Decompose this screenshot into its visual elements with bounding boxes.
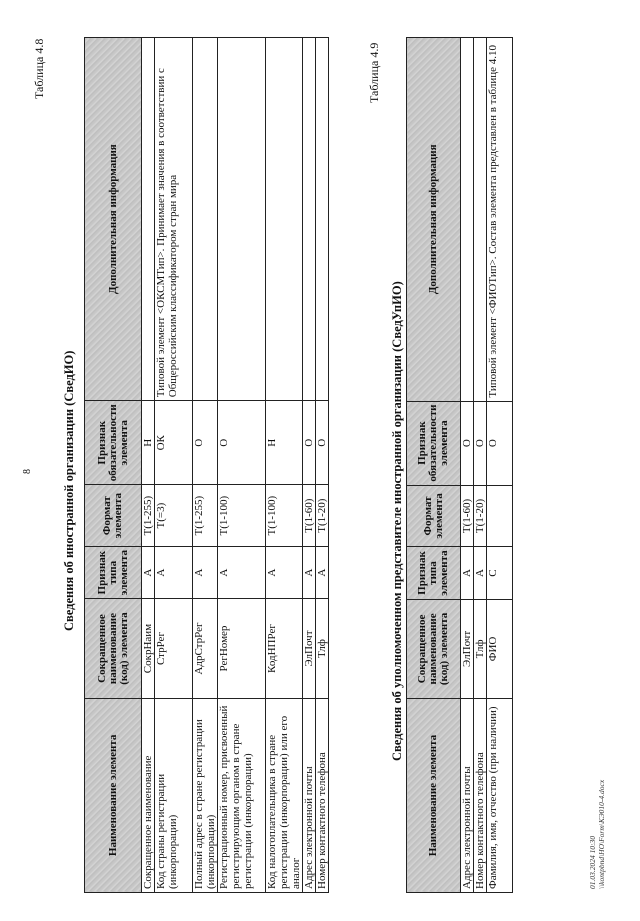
cell-format: T(1-20): [474, 485, 487, 547]
table-row: [218, 38, 266, 893]
cell-element-name: Фамилия, имя, отчество (при наличии): [487, 699, 513, 893]
header-required-flag: Признак обязательности элемента: [407, 401, 461, 485]
cell-short-code: ЭлПочт: [303, 599, 316, 698]
cell-format: T(1-20): [316, 485, 329, 547]
cell-type-flag: А: [316, 547, 329, 599]
cell-required-flag: О: [474, 401, 487, 485]
cell-type-flag: А: [155, 547, 193, 599]
table-row: [155, 38, 193, 893]
header-format: Формат элемента: [407, 485, 461, 547]
cell-element-name: Сокращенное наименование: [142, 698, 155, 892]
page-number: 8: [22, 469, 33, 474]
cell-format: T(1-255): [142, 485, 155, 547]
cell-required-flag: О: [303, 401, 316, 485]
cell-required-flag: О: [193, 401, 218, 485]
cell-short-code: КодНПРег: [266, 599, 303, 698]
footer-filepath: \\kontpbnd\НО\Form\КЭ010-4.docx: [597, 779, 606, 889]
cell-additional-info: [316, 38, 329, 401]
cell-required-flag: ОК: [155, 401, 193, 485]
header-additional-info: Дополнительная информация: [407, 38, 461, 402]
cell-additional-info: [303, 38, 316, 401]
cell-additional-info: [474, 38, 487, 402]
cell-element-name: Адрес электронной почты: [461, 699, 474, 893]
table-4-8-title: Сведения об иностранной организации (СведИО): [62, 350, 76, 631]
cell-additional-info: [142, 38, 155, 401]
header-type-flag: Признак типа элемента: [85, 547, 142, 599]
header-short-code: Сокращенное наименование (код) элемента: [407, 599, 461, 698]
cell-type-flag: А: [142, 547, 155, 599]
cell-required-flag: Н: [142, 401, 155, 485]
cell-element-name: Регистрационный номер, присвоенный регистрирующим органом в стране регистрации (инкорпорации): [218, 698, 266, 892]
cell-additional-info: [218, 38, 266, 401]
cell-type-flag: А: [474, 547, 487, 599]
header-element-name: Наименование элемента: [85, 698, 142, 892]
cell-element-name: Код налогоплательщика в стране регистрации (инкорпорации) или его аналог: [266, 698, 303, 892]
table-row: [474, 38, 487, 893]
cell-required-flag: О: [461, 401, 474, 485]
table-row: [266, 38, 303, 893]
cell-element-name: Номер контактного телефона: [474, 699, 487, 893]
header-type-flag: Признак типа элемента: [407, 547, 461, 599]
header-element-name: Наименование элемента: [407, 699, 461, 893]
table-row: [316, 38, 329, 893]
cell-format: T(1-100): [266, 485, 303, 547]
cell-element-name: Номер контактного телефона: [316, 698, 329, 892]
cell-additional-info: [266, 38, 303, 401]
cell-additional-info: [461, 38, 474, 402]
cell-required-flag: О: [218, 401, 266, 485]
table-row: [142, 38, 155, 893]
cell-format: T(1-60): [461, 485, 474, 547]
cell-additional-info: Типовой элемент <ФИОТип>. Состав элемента представлен в таблице 4.10: [487, 38, 513, 402]
cell-short-code: Тлф: [316, 599, 329, 698]
cell-type-flag: А: [218, 547, 266, 599]
header-required-flag: Признак обязательности элемента: [85, 401, 142, 485]
cell-additional-info: Типовой элемент <ОКСМТип>. Принимает значения в соответствии с Общероссийским классификатором стран мира: [155, 38, 193, 401]
cell-required-flag: О: [487, 401, 513, 485]
table-row: [303, 38, 316, 893]
header-format: Формат элемента: [85, 485, 142, 547]
cell-format: [487, 485, 513, 547]
cell-format: T(1-100): [218, 485, 266, 547]
header-short-code: Сокращенное наименование (код) элемента: [85, 599, 142, 698]
cell-type-flag: А: [461, 547, 474, 599]
table-4-8: [84, 37, 329, 893]
cell-format: T(=3): [155, 485, 193, 547]
cell-short-code: Тлф: [474, 599, 487, 698]
cell-required-flag: О: [316, 401, 329, 485]
table-row: [487, 38, 513, 893]
cell-format: T(1-255): [193, 485, 218, 547]
cell-short-code: АдрСтрРег: [193, 599, 218, 698]
table-row: [461, 38, 474, 893]
table-row: [193, 38, 218, 893]
file-footer: [588, 780, 606, 889]
cell-format: T(1-60): [303, 485, 316, 547]
cell-element-name: Полный адрес в стране регистрации (инкорпорации): [193, 698, 218, 892]
table-4-9: [406, 37, 513, 893]
cell-type-flag: С: [487, 547, 513, 599]
cell-short-code: ЭлПочт: [461, 599, 474, 698]
cell-type-flag: А: [303, 547, 316, 599]
cell-short-code: СтрРег: [155, 599, 193, 698]
footer-timestamp: 01.03.2024 10:30: [588, 835, 597, 889]
table-4-9-label: Таблица 4.9: [367, 42, 381, 103]
cell-additional-info: [193, 38, 218, 401]
cell-type-flag: А: [266, 547, 303, 599]
cell-short-code: ФИО: [487, 599, 513, 698]
header-additional-info: Дополнительная информация: [85, 38, 142, 401]
cell-short-code: РегНомер: [218, 599, 266, 698]
cell-short-code: СокрНаим: [142, 599, 155, 698]
cell-element-name: Код страны регистрации (инкорпорации): [155, 698, 193, 892]
cell-element-name: Адрес электронной почты: [303, 698, 316, 892]
cell-type-flag: А: [193, 547, 218, 599]
table-4-8-label: Таблица 4.8: [32, 38, 46, 99]
cell-required-flag: Н: [266, 401, 303, 485]
table-4-9-title: Сведения об уполномоченном представителе иностранной организации (СведУпИО): [390, 281, 404, 761]
